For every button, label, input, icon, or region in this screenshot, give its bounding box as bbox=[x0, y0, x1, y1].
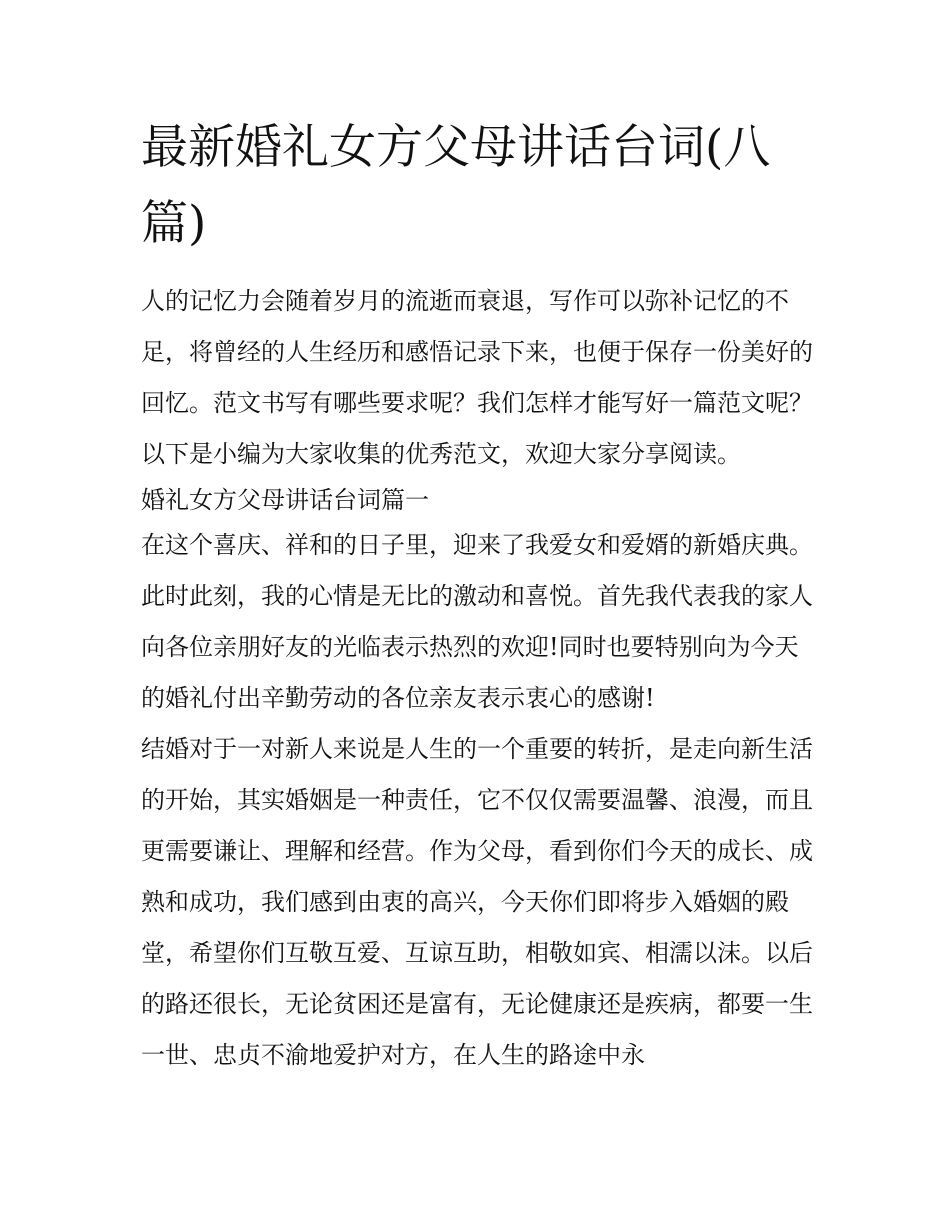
body-paragraph-1: 在这个喜庆、祥和的日子里，迎来了我爱女和爱婿的新婚庆典。此时此刻，我的心情是无比的激动和喜悦。首先我代表我的家人向各位亲朋好友的光临表示热烈的欢迎!同时也要特别向为今天的婚礼付出辛勤劳动的各位亲友表示衷心的感谢! bbox=[141, 531, 813, 712]
document-content bbox=[141, 110, 813, 1081]
body-paragraph-2: 结婚对于一对新人来说是人生的一个重要的转折，是走向新生活的开始，其实婚姻是一种责任，它不仅仅需要温馨、浪漫，而且更需要谦让、理解和经营。作为父母，看到你们今天的成长、成熟和成功，我们感到由衷的高兴，今天你们即将步入婚姻的殿堂，希望你们互敬互爱、互谅互助，相敬如宾、相濡以沫。以后的路还很长，无论贫困还是富有，无论健康还是疾病，都要一生一世、忠贞不渝地爱护对方，在人生的路途中永 bbox=[141, 735, 813, 1069]
document-title: 最新婚礼女方父母讲话台词(八篇) bbox=[141, 120, 771, 251]
section-heading: 婚礼女方父母讲话台词篇一 bbox=[141, 486, 429, 514]
intro-paragraph: 人的记忆力会随着岁月的流逝而衰退，写作可以弥补记忆的不足，将曾经的人生经历和感悟记录下来，也便于保存一份美好的回忆。范文书写有哪些要求呢？我们怎样才能写好一篇范文呢？以下是小编为大家收集的优秀范文，欢迎大家分享阅读。 bbox=[141, 287, 813, 468]
